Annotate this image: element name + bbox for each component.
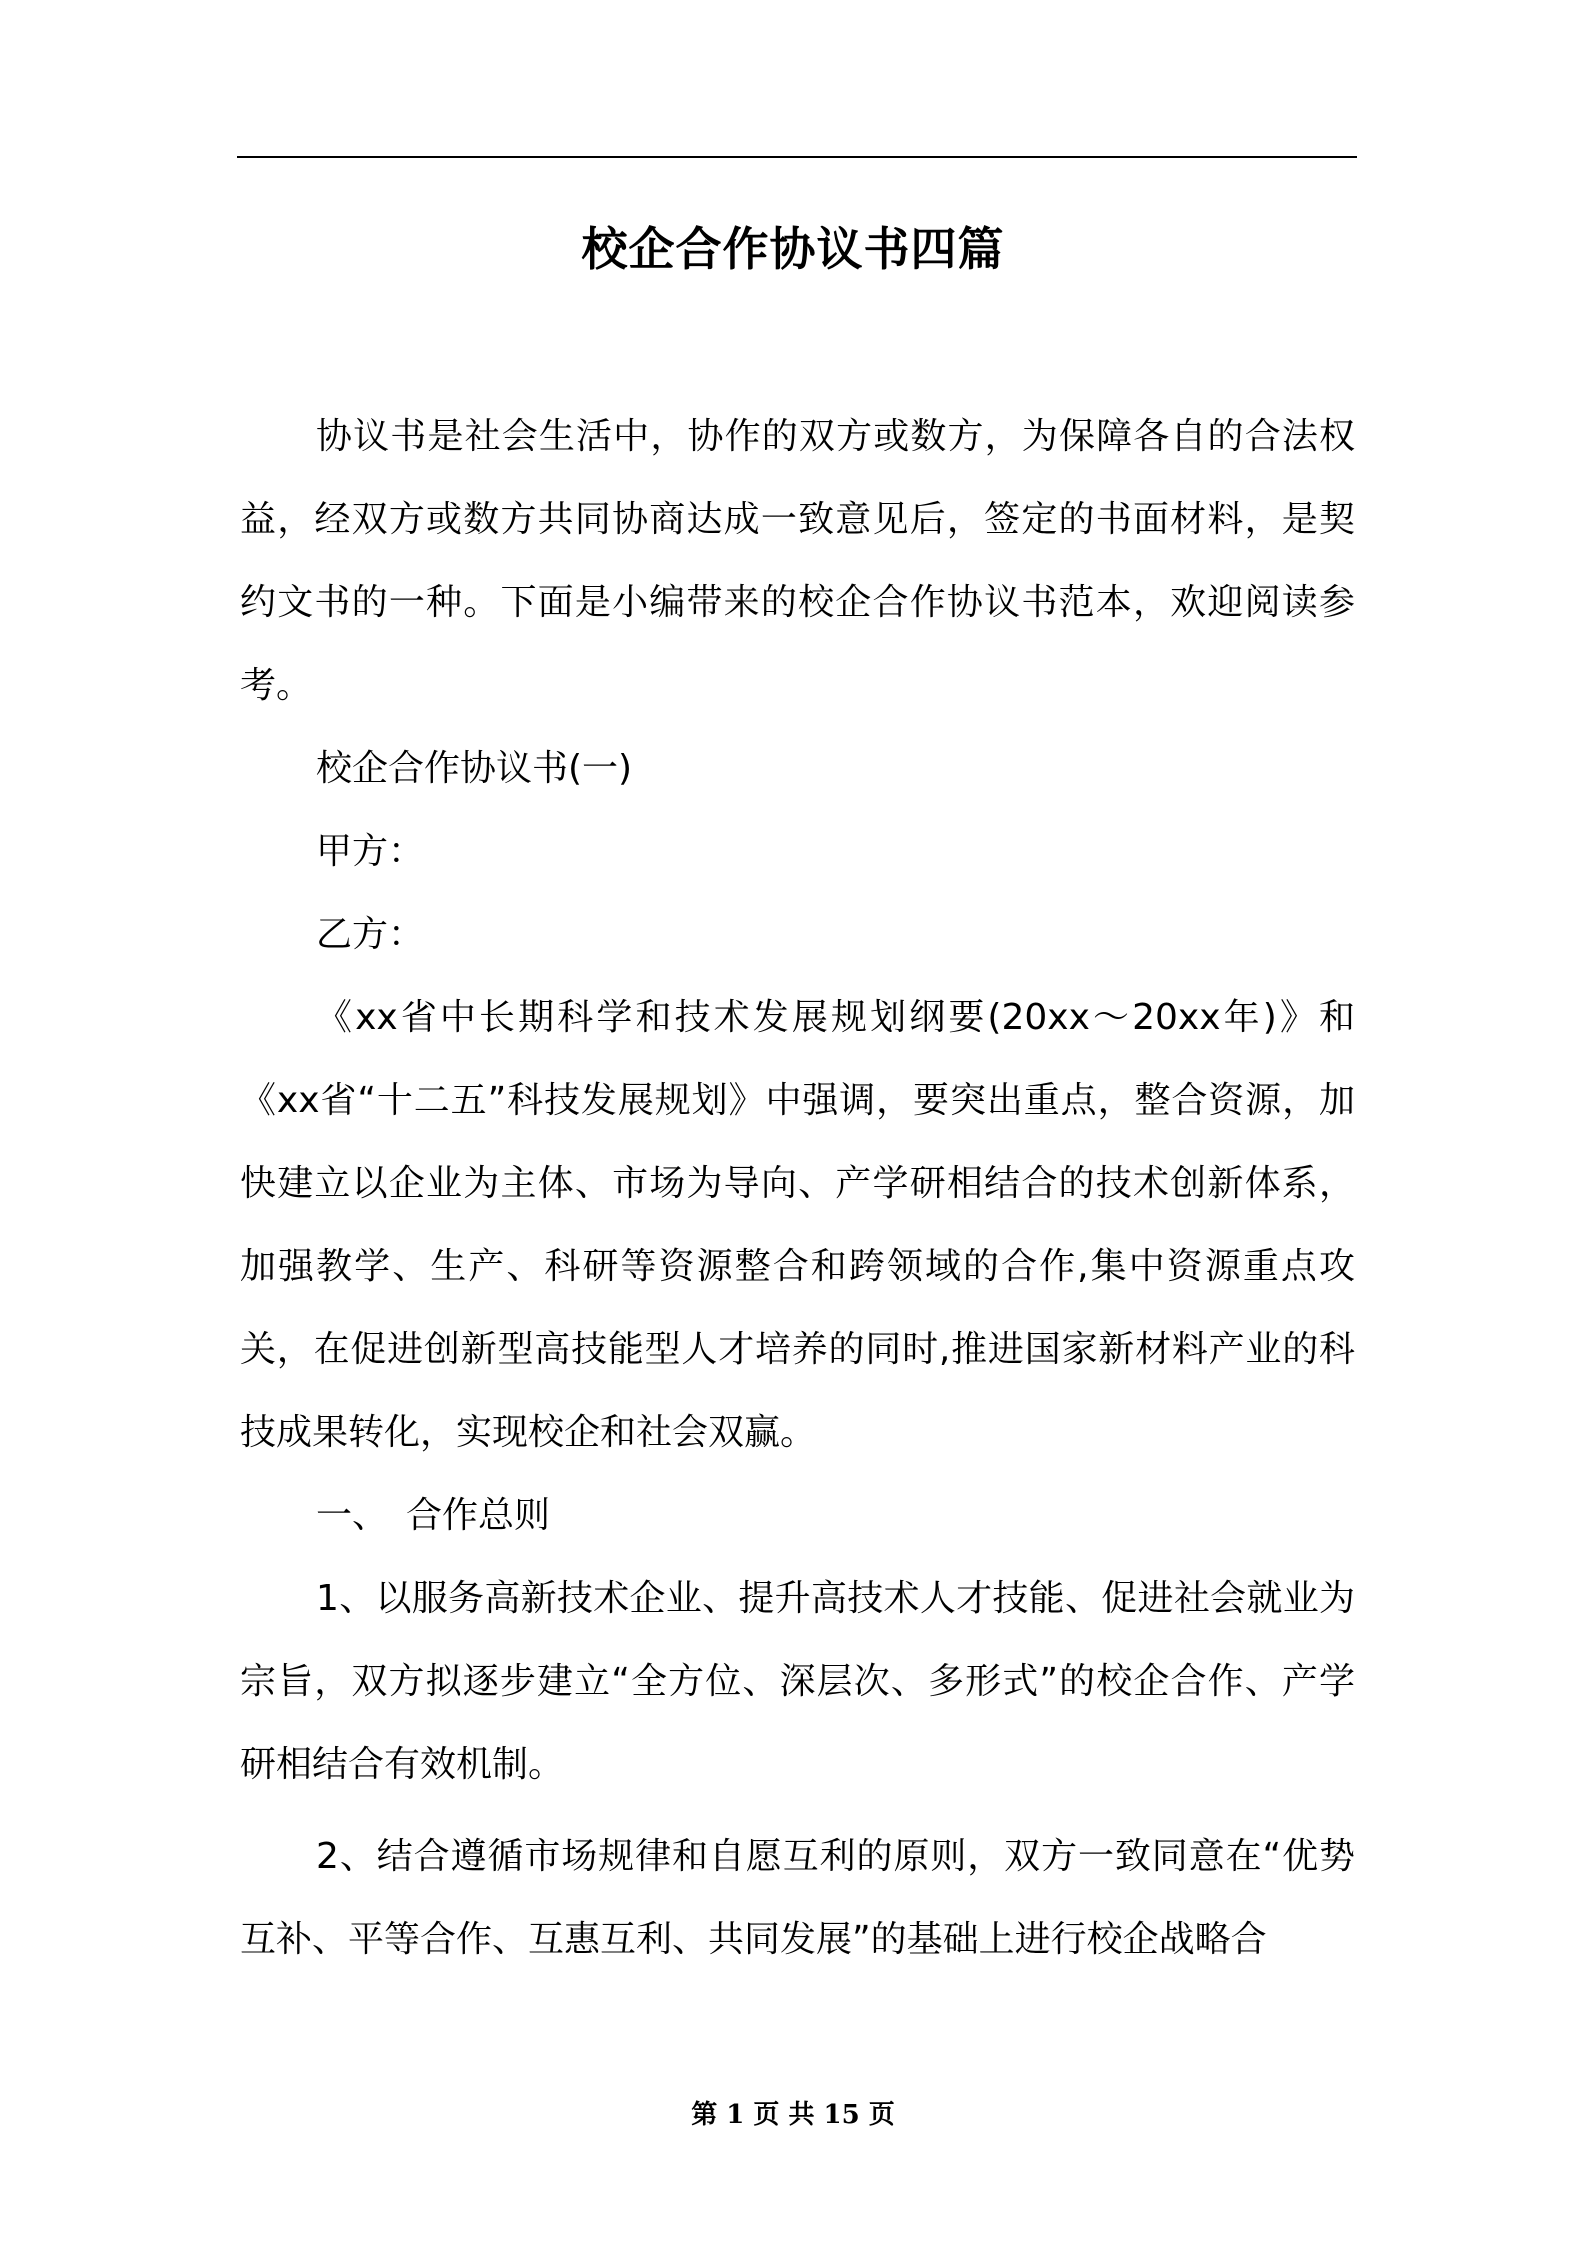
intro-paragraph: 协议书是社会生活中，协作的双方或数方，为保障各自的合法权益，经双方或数方共同协商达成一致意见后，签定的书面材料，是契约文书的一种。下面是小编带来的校企合作协议书范本，欢迎阅读参考。: [240, 416, 1355, 706]
party-a-line: 甲方：: [316, 831, 425, 872]
document-body: [240, 395, 1355, 1981]
party-b-line: 乙方：: [316, 914, 425, 955]
header-rule: [237, 156, 1357, 158]
document-title: 校企合作协议书四篇: [581, 222, 1005, 276]
background-paragraph: 《xx省中长期科学和技术发展规划纲要(20xx～20xx年)》和《xx省“十二五”科技发展规划》中强调，要突出重点，整合资源，加快建立以企业为主体、市场为导向、产学研相结合的技术创新体系，加强教学、生产、科研等资源整合和跨领域的合作,集中资源重点攻关，在促进创新型高技能型人才培养的同时,推进国家新材料产业的科技成果转化，实现校企和社会双赢。: [240, 997, 1355, 1453]
page-number: 第 1 页 共 15 页: [691, 2100, 895, 2130]
clause-2-paragraph: 2、结合遵循市场规律和自愿互利的原则，双方一致同意在“优势互补、平等合作、互惠互利、共同发展”的基础上进行校企战略合: [240, 1836, 1355, 1960]
clause-heading-general: 一、 合作总则: [316, 1495, 551, 1536]
section-heading-agreement-1: 校企合作协议书(一): [316, 748, 633, 789]
clause-1-paragraph: 1、以服务高新技术企业、提升高技术人才技能、促进社会就业为宗旨，双方拟逐步建立“全方位、深层次、多形式”的校企合作、产学研相结合有效机制。: [240, 1578, 1355, 1785]
